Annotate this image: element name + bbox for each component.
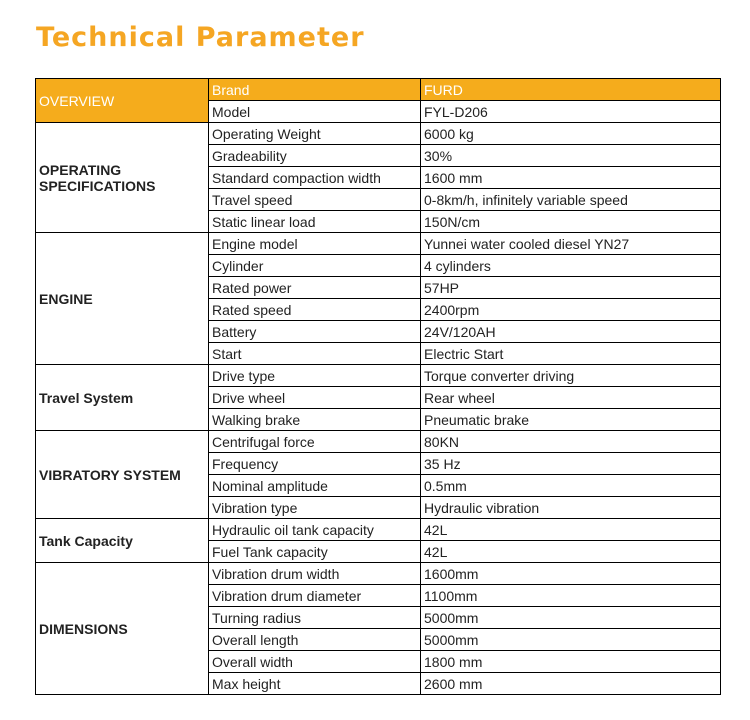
row-label: Operating Weight	[209, 123, 421, 145]
row-value: 1800 mm	[421, 651, 721, 673]
group-travel-system: Travel System	[36, 365, 209, 431]
row-label: Gradeability	[209, 145, 421, 167]
row-value: 80KN	[421, 431, 721, 453]
group-vibratory-system: VIBRATORY SYSTEM	[36, 431, 209, 519]
table-row	[36, 519, 721, 541]
row-value: 57HP	[421, 277, 721, 299]
row-label: Vibration type	[209, 497, 421, 519]
row-value: Rear wheel	[421, 387, 721, 409]
row-value: 1600mm	[421, 563, 721, 585]
row-label: Cylinder	[209, 255, 421, 277]
row-value: 0-8km/h, infinitely variable speed	[421, 189, 721, 211]
group-engine: ENGINE	[36, 233, 209, 365]
table-header-row	[36, 79, 721, 101]
row-value: 5000mm	[421, 607, 721, 629]
table-row	[36, 365, 721, 387]
row-label: Drive type	[209, 365, 421, 387]
row-value: 150N/cm	[421, 211, 721, 233]
group-name-line: SPECIFICATIONS	[39, 177, 156, 194]
row-value: 1100mm	[421, 585, 721, 607]
row-value: 30%	[421, 145, 721, 167]
row-label: Vibration drum width	[209, 563, 421, 585]
row-label: Drive wheel	[209, 387, 421, 409]
group-operating-specifications	[36, 123, 209, 233]
row-label: Overall width	[209, 651, 421, 673]
row-value: 0.5mm	[421, 475, 721, 497]
row-label: Rated speed	[209, 299, 421, 321]
row-value: 2600 mm	[421, 673, 721, 695]
row-value: 4 cylinders	[421, 255, 721, 277]
row-label: Model	[209, 101, 421, 123]
row-value: FYL-D206	[421, 101, 721, 123]
spec-table	[35, 78, 721, 695]
table-row	[36, 563, 721, 585]
row-label: Engine model	[209, 233, 421, 255]
row-value: Pneumatic brake	[421, 409, 721, 431]
row-label: Frequency	[209, 453, 421, 475]
row-value: 2400rpm	[421, 299, 721, 321]
group-tank-capacity: Tank Capacity	[36, 519, 209, 563]
row-label: Centrifugal force	[209, 431, 421, 453]
row-label: Hydraulic oil tank capacity	[209, 519, 421, 541]
row-label: Battery	[209, 321, 421, 343]
row-label: Start	[209, 343, 421, 365]
row-value: 35 Hz	[421, 453, 721, 475]
row-label: Vibration drum diameter	[209, 585, 421, 607]
row-label: Nominal amplitude	[209, 475, 421, 497]
page-title: Technical Parameter	[36, 22, 365, 53]
header-value: FURD	[421, 79, 721, 101]
row-label: Static linear load	[209, 211, 421, 233]
table-row	[36, 123, 721, 145]
group-name-line: OPERATING	[39, 161, 122, 178]
row-value: Torque converter driving	[421, 365, 721, 387]
row-value: Hydraulic vibration	[421, 497, 721, 519]
row-value: Electric Start	[421, 343, 721, 365]
row-value: 42L	[421, 541, 721, 563]
row-label: Max height	[209, 673, 421, 695]
row-label: Rated power	[209, 277, 421, 299]
row-value: 42L	[421, 519, 721, 541]
row-value: 1600 mm	[421, 167, 721, 189]
row-label: Travel speed	[209, 189, 421, 211]
row-label: Standard compaction width	[209, 167, 421, 189]
row-value: Yunnei water cooled diesel YN27	[421, 233, 721, 255]
table-row	[36, 233, 721, 255]
row-value: 24V/120AH	[421, 321, 721, 343]
row-label: Turning radius	[209, 607, 421, 629]
group-dimensions: DIMENSIONS	[36, 563, 209, 695]
table-row	[36, 431, 721, 453]
row-value: 6000 kg	[421, 123, 721, 145]
row-label: Overall length	[209, 629, 421, 651]
header-label: Brand	[209, 79, 421, 101]
group-overview: OVERVIEW	[36, 79, 209, 123]
row-label: Walking brake	[209, 409, 421, 431]
row-value: 5000mm	[421, 629, 721, 651]
row-label: Fuel Tank capacity	[209, 541, 421, 563]
